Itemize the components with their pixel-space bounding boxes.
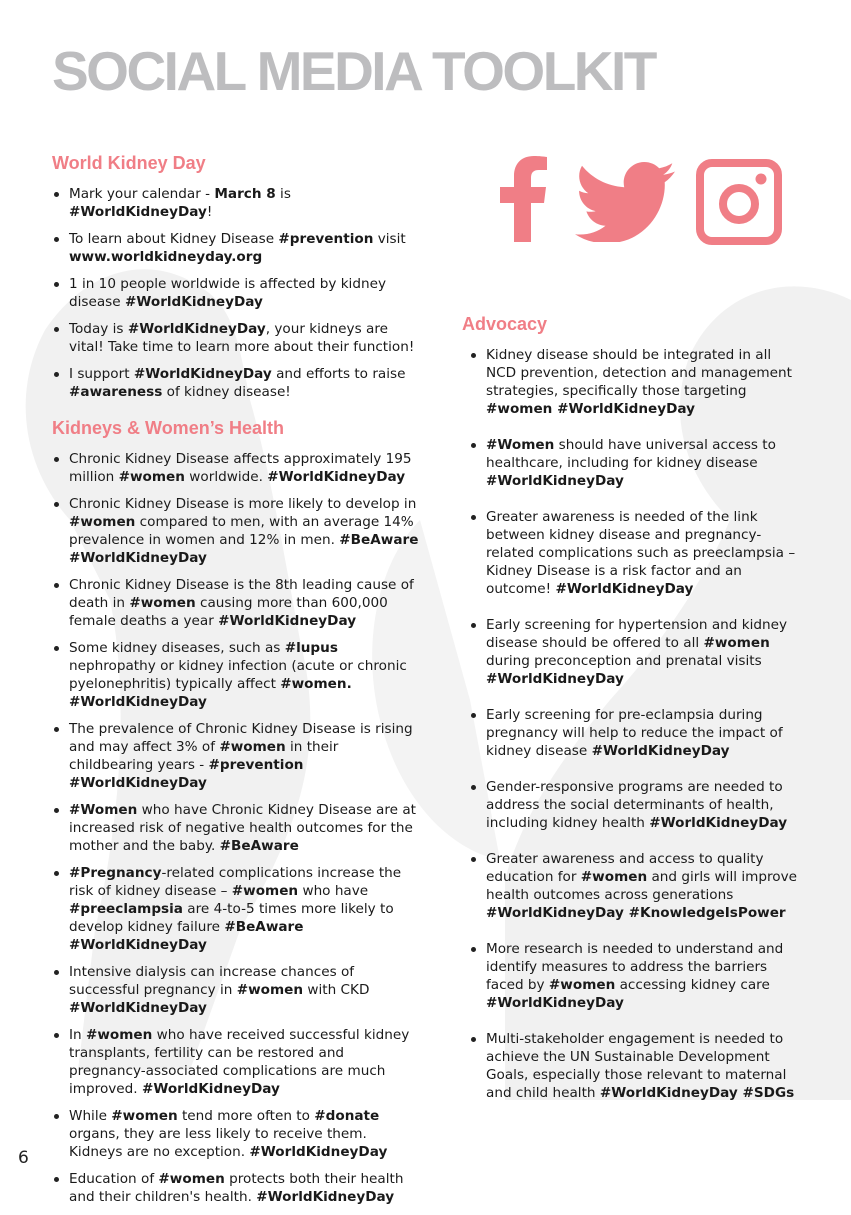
item-text: 1 in 10 people worldwide is affected by kidney disease [69,276,386,310]
item-text: organs, they are less likely to receive them. Kidneys are no exception. [69,1126,367,1160]
page-number: 6 [18,1148,29,1168]
item-text: ! [206,204,213,220]
hashtag-text: #WorldKidneyDay [267,469,406,485]
hashtag-text: #awareness [69,384,163,400]
hashtag-text: #WorldKidneyDay [591,743,730,759]
hashtag-text: #WorldKidneyDay [69,1000,207,1016]
item-text: of kidney disease! [162,384,291,400]
world-kidney-day-list [52,185,424,401]
item-text: nephropathy or kidney infection (acute or chronic pyelonephritis) typically affect [69,658,407,692]
item-text: Chronic Kidney Disease is more likely to develop in [69,496,417,512]
item-text: To learn about Kidney Disease [69,231,279,247]
hashtag-text: #WorldKidneyDay [486,671,624,687]
hashtag-text: #preeclampsia [69,901,183,917]
item-text: Greater awareness is needed of the link between kidney disease and pregnancy-related complications such as preeclampsia – Kidney Disease is a risk factor and an outcome! [486,509,796,597]
hashtag-text: #donate [314,1108,380,1124]
facebook-icon [500,156,548,246]
item-text: Multi-stakeholder engagement is needed to achieve the UN Sustainable Development Goals, especially those relevant to maternal and child health [486,1031,787,1101]
hashtag-text: #WorldKidneyDay [127,321,266,337]
hashtag-text: #lupus [284,640,338,656]
hashtag-text: #Women [69,802,138,818]
list-item [52,576,424,630]
list-item [462,706,802,760]
list-item [462,508,802,598]
list-item [52,185,424,221]
item-text: , your kidneys are vital! Take time to learn more about their function! [69,321,415,355]
list-item [52,495,424,567]
right-column [462,313,802,1120]
item-text: protects both their health and their children's health. [69,1171,404,1205]
hashtag-text: #prevention [278,231,374,247]
hashtag-text: #WorldKidneyDay [124,294,263,310]
hashtag-text: #BeAware #WorldKidneyDay [69,919,304,953]
hashtag-text: #women #WorldKidneyDay [486,401,695,417]
item-text: visit [373,231,406,247]
item-text: Some kidney diseases, such as [69,640,285,656]
hashtag-text: #WorldKidneyDay #KnowledgeIsPower [486,905,786,921]
item-text: should have universal access to healthcare, including for kidney disease [486,437,776,471]
item-text: Mark your calendar - [69,186,215,202]
hashtag-text: #women [111,1108,178,1124]
item-text: Gender-responsive programs are needed to address the social determinants of health, including kidney health [486,779,783,831]
item-text: While [69,1108,112,1124]
hashtag-text: #WorldKidneyDay [141,1081,280,1097]
hashtag-text: #WorldKidneyDay [486,473,624,489]
hashtag-text: #WorldKidneyDay [249,1144,388,1160]
list-item [52,639,424,711]
item-text: are 4-to-5 times more likely to develop kidney failure [69,901,394,935]
item-text: I support [69,366,134,382]
hashtag-text: #women [85,1027,153,1043]
item-text: The prevalence of Chronic Kidney Disease is rising and may affect 3% of [69,721,413,755]
item-text: who have Chronic Kidney Disease are at increased risk of negative health outcomes for the mother and the baby. [69,802,416,854]
item-text: compared to men, with an average 14% prevalence in women and 12% in men. [69,514,414,548]
hashtag-text: #women [236,982,304,998]
hashtag-text: #women [69,514,136,530]
list-item [52,320,424,356]
hashtag-text: #women [548,977,616,993]
list-item [462,1030,802,1102]
item-text: Kidney disease should be integrated in all NCD prevention, detection and management strategies, specifically those targeting [486,347,792,399]
item-text: during preconception and prenatal visits [486,653,762,669]
hashtag-text: #women [129,595,196,611]
item-text: -related complications increase the risk of kidney disease – [69,865,402,899]
hashtag-text: March 8 [214,186,276,202]
list-item [52,963,424,1017]
hashtag-text: #WorldKidneyDay [649,815,788,831]
list-item [52,864,424,954]
list-item [462,616,802,688]
list-item [52,801,424,855]
hashtag-text: #women [158,1171,225,1187]
list-item [52,1107,424,1161]
womens-health-list [52,450,424,1206]
item-text: with CKD [303,982,370,998]
hashtag-text: #prevention #WorldKidneyDay [69,757,304,791]
item-text: accessing kidney care [615,977,770,993]
hashtag-text: #women [703,635,770,651]
item-text: Chronic Kidney Disease affects approximately 195 million [69,451,412,485]
hashtag-text: #women [580,869,648,885]
list-item [462,850,802,922]
item-text: Greater awareness and access to quality education for [486,851,764,885]
item-text: Early screening for pre-eclampsia during pregnancy will help to reduce the impact of kidney disease [486,707,783,759]
item-text: Intensive dialysis can increase chances of successful pregnancy in [69,964,355,998]
world-kidney-day-heading: World Kidney Day [52,153,206,173]
hashtag-text: #WorldKidneyDay [69,204,207,220]
item-text: worldwide. [184,469,268,485]
left-column [52,152,424,1215]
item-text: and efforts to raise [271,366,406,382]
advocacy-heading: Advocacy [462,314,548,334]
item-text: More research is needed to understand and identify measures to address the barriers faced by [486,941,784,993]
hashtag-text: #women [231,883,299,899]
list-item [52,1170,424,1206]
hashtag-text: #women. #WorldKidneyDay [69,676,352,710]
item-text: causing more than 600,000 female deaths a year [69,595,388,629]
hashtag-text: #WorldKidneyDay [555,581,694,597]
hashtag-text: #women [118,469,185,485]
list-item [462,346,802,418]
list-item [52,720,424,792]
hashtag-text: #women [219,739,286,755]
list-item [52,450,424,486]
twitter-icon [575,162,675,246]
item-text: in their childbearing years - [69,739,339,773]
item-text: Early screening for hypertension and kidney disease should be offered to all [486,617,788,651]
hashtag-text: #WorldKidneyDay [133,366,272,382]
page-title: SOCIAL MEDIA TOOLKIT [52,40,655,102]
hashtag-text: #WorldKidneyDay [256,1189,395,1205]
hashtag-text: #BeAware [219,838,299,854]
hashtag-text: #WorldKidneyDay #SDGs [599,1085,795,1101]
item-text: Today is [69,321,128,337]
item-text: is [275,186,291,202]
list-item [52,365,424,401]
item-text: Chronic Kidney Disease is the 8th leading cause of death in [69,577,414,611]
hashtag-text: www.worldkidneyday.org [69,249,263,265]
list-item [52,230,424,266]
item-text: who have [298,883,369,899]
list-item [462,940,802,1012]
item-text: Education of [69,1171,159,1187]
hashtag-text: #WorldKidneyDay [218,613,357,629]
list-item [52,275,424,311]
advocacy-list [462,346,802,1102]
item-text: tend more often to [177,1108,315,1124]
hashtag-text: #Women [486,437,555,453]
item-text: and girls will improve health outcomes across generations [486,869,797,903]
list-item [52,1026,424,1098]
item-text: In [69,1027,86,1043]
hashtag-text: #Pregnancy [69,865,162,881]
instagram-icon [696,159,782,249]
womens-health-heading: Kidneys & Women’s Health [52,418,285,438]
item-text: who have received successful kidney transplants, fertility can be restored and pregnancy-associated complications are much improved. [69,1027,410,1097]
hashtag-text: #BeAware #WorldKidneyDay [69,532,419,566]
list-item [462,436,802,490]
list-item [462,778,802,832]
hashtag-text: #WorldKidneyDay [486,995,624,1011]
